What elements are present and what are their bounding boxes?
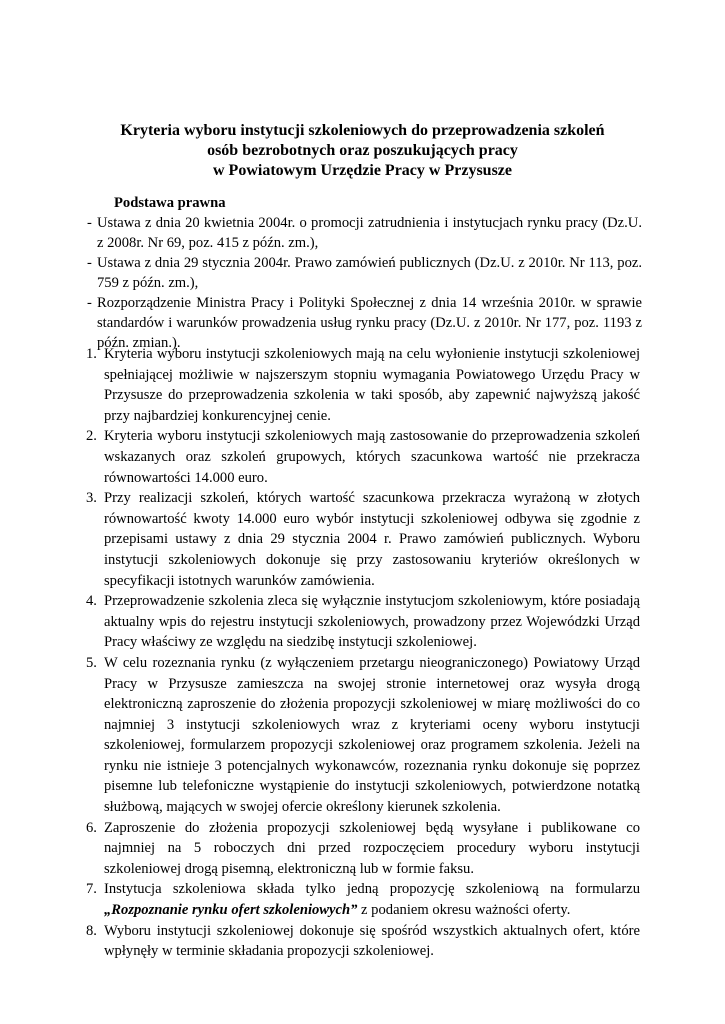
item-text-after: z podaniem okresu ważności oferty. <box>357 902 571 919</box>
criteria-item <box>80 818 640 880</box>
item-text: Przy realizacji szkoleń, których wartość szacunkowa przekracza wyrażoną w złotych równowartość kwoty 14.000 euro wybór instytucji szkoleniowej odbywa się zgodnie z przepisami ustawy z dnia 29 stycznia 2004 r. Prawo zamówień publicznych. Wyboru instytucji szkoleniowych dokonuje się przy zastosowaniu kryteriów określonych w specyfikacji istotnych warunków zamówienia. <box>104 490 640 589</box>
criteria-item <box>80 653 640 818</box>
list-dash: - <box>87 255 92 271</box>
legal-basis-item <box>87 213 642 253</box>
criteria-item <box>80 426 640 488</box>
criteria-item <box>80 921 640 962</box>
title-line-2: osób bezrobotnych oraz poszukujących pracy <box>207 142 518 159</box>
list-dash: - <box>87 295 92 311</box>
criteria-item <box>80 591 640 653</box>
item-text: Kryteria wyboru instytucji szkoleniowych mają na celu wyłonienie instytucji szkoleniowej spełniającej możliwie w najszerszym stopniu wymagania Powiatowego Urzędu Pracy w Przysusze do przeprowadzenia szkolenia w taki sposób, aby zapewnić najwyższą jakość przy najbardziej konkurencyjnej cenie. <box>104 346 640 424</box>
legal-basis-heading: Podstawa prawna <box>114 195 226 211</box>
item-number: 7. <box>86 881 97 898</box>
item-text-before: Instytucja szkoleniowa składa tylko jedną propozycję szkoleniową na formularzu <box>104 881 640 898</box>
criteria-item <box>80 488 640 591</box>
form-name-emphasis: „Rozpoznanie rynku ofert szkoleniowych” <box>104 902 358 919</box>
item-text: Kryteria wyboru instytucji szkoleniowych mają zastosowanie do przeprowadzenia szkoleń wskazanych oraz szkoleń grupowych, których szacunkowa wartość nie przekracza równowartości 14.000 euro. <box>104 428 640 486</box>
document-title <box>60 121 665 181</box>
legal-basis-text: Ustawa z dnia 29 stycznia 2004r. Prawo zamówień publicznych (Dz.U. z 2010r. Nr 113, poz. 759 z późn. zm.), <box>97 255 642 291</box>
item-number: 1. <box>86 346 97 362</box>
item-number: 3. <box>86 490 97 507</box>
item-number: 8. <box>86 922 97 939</box>
list-dash: - <box>87 215 92 231</box>
legal-basis-text: Ustawa z dnia 20 kwietnia 2004r. o promocji zatrudnienia i instytucjach rynku pracy (Dz.U. z 2008r. Nr 69, poz. 415 z późn. zm.), <box>97 215 642 251</box>
legal-basis-text: Rozporządzenie Ministra Pracy i Polityki Społecznej z dnia 14 września 2010r. w sprawie standardów i warunków prowadzenia usług rynku pracy (Dz.U. z 2010r. Nr 177, poz. 1193 z późn. zmian.). <box>97 295 642 351</box>
legal-basis-section <box>87 193 642 353</box>
criteria-list <box>80 344 640 962</box>
item-number: 6. <box>86 819 97 836</box>
criteria-item <box>80 344 640 426</box>
item-text: Przeprowadzenie szkolenia zleca się wyłącznie instytucjom szkoleniowym, które posiadają aktualny wpis do rejestru instytucji szkoleniowych, prowadzony przez Wojewódzki Urząd Pracy właściwy ze względu na siedzibę instytucji szkoleniowej. <box>104 593 640 651</box>
item-text: W celu rozeznania rynku (z wyłączeniem przetargu nieograniczonego) Powiatowy Urząd Pracy w Przysusze zamieszcza na swojej stronie internetowej oraz wysyła drogą elektroniczną zaproszenie do złożenia propozycji szkoleniowej w miarę możliwości do co najmniej 3 instytucji szkoleniowych wraz z kryteriami oceny wyboru instytucji szkoleniowej, formularzem propozycji szkoleniowej oraz programem szkolenia. Jeżeli na rynku nie istnieje 3 potencjalnych wykonawców, rozeznania rynku dokonuje się poprzez pisemne lub telefoniczne wystąpienie do instytucji szkoleniowych, potwierdzone notatką służbową, mających w swojej ofercie określony kierunek szkolenia. <box>104 654 640 816</box>
item-number: 5. <box>86 654 97 671</box>
item-number: 2. <box>86 428 97 445</box>
criteria-item <box>80 879 640 920</box>
legal-basis-item <box>87 253 642 293</box>
title-line-1: Kryteria wyboru instytucji szkoleniowych do przeprowadzenia szkoleń <box>120 122 605 139</box>
item-text: Zaproszenie do złożenia propozycji szkoleniowej będą wysyłane i publikowane co najmniej na 5 roboczych dni przed rozpoczęciem procedury wyboru instytucji szkoleniowej drogą pisemną, elektroniczną lub w formie faksu. <box>104 819 640 877</box>
title-line-3: w Powiatowym Urzędzie Pracy w Przysusze <box>212 162 512 179</box>
item-number: 4. <box>86 593 97 610</box>
item-text: Wyboru instytucji szkoleniowej dokonuje się spośród wszystkich aktualnych ofert, które wpłynęły w terminie składania propozycji szkoleniowej. <box>104 922 640 960</box>
item-text <box>104 879 640 920</box>
